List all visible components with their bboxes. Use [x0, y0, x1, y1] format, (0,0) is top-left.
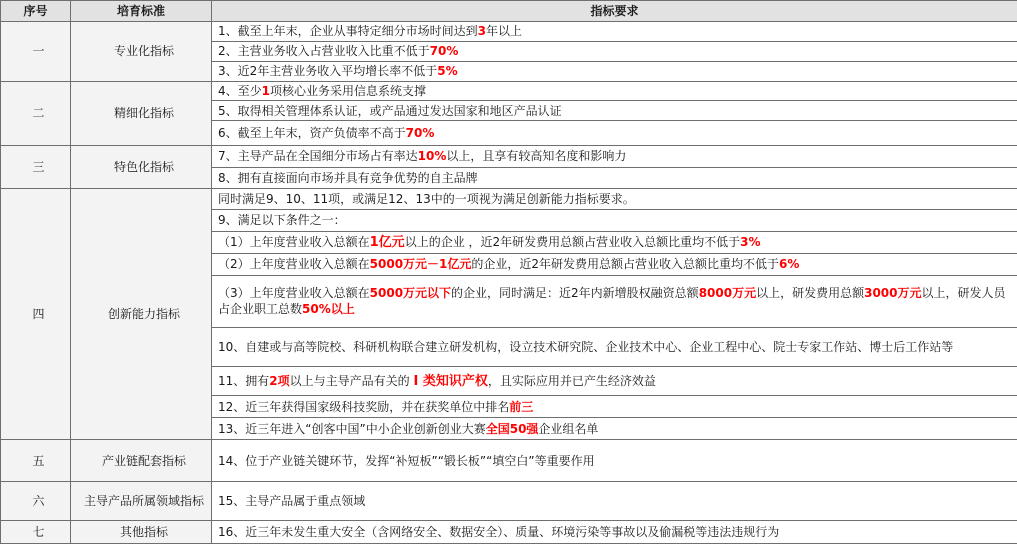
- row-category: 主导产品所属领域指标: [71, 482, 212, 521]
- requirement-text: 的企业，同时满足：近2年内新增股权融资总额: [451, 286, 699, 301]
- table-row: [1, 482, 1017, 521]
- requirement-text: 企业组名单: [538, 421, 599, 436]
- highlight-text: 5%: [437, 64, 458, 79]
- highlight-text: 50%以上: [302, 302, 355, 317]
- requirement-text: （1）上年度营业收入总额在: [218, 234, 370, 249]
- requirement-text: 14、位于产业链关键环节，发挥“补短板”“锻长板”“填空白”等重要作用: [218, 453, 595, 468]
- requirement-text: 10、自建或与高等院校、科研机构联合建立研发机构，设立技术研究院、企业技术中心、企业工程中心、院士专家工作站、博士后工作站等: [218, 339, 954, 354]
- requirement-text: 12、近三年获得国家级科技奖励，并在获奖单位中排名: [218, 399, 510, 414]
- table-row: [1, 188, 1017, 209]
- row-index: 四: [1, 188, 71, 440]
- highlight-text: 3: [477, 24, 486, 39]
- row-requirement: [212, 418, 1017, 440]
- requirement-text: 4、至少: [218, 84, 262, 98]
- highlight-text: 70%: [429, 44, 459, 59]
- row-requirement: [212, 22, 1017, 42]
- requirement-text: 16、近三年未发生重大安全（含网络安全、数据安全）、质量、环境污染等事故以及偷漏税等违法违规行为: [218, 524, 780, 539]
- row-requirement: [212, 61, 1017, 81]
- requirement-text: （3）上年度营业收入总额在: [218, 286, 370, 301]
- requirement-text: 7、主导产品在全国细分市场占有率达: [218, 149, 418, 164]
- highlight-text: 3%: [740, 234, 761, 249]
- requirement-text: （2）上年度营业收入总额在: [218, 257, 370, 272]
- requirement-text: 9、满足以下条件之一：: [218, 213, 346, 228]
- row-requirement: [212, 482, 1017, 521]
- row-requirement: [212, 188, 1017, 209]
- row-requirement: [212, 101, 1017, 121]
- row-index: 五: [1, 440, 71, 482]
- header-requirement: 指标要求: [212, 1, 1017, 22]
- row-requirement: [212, 275, 1017, 327]
- row-category: 精细化指标: [71, 81, 212, 145]
- requirement-text: 3、近2年主营业务收入平均增长率不低于: [218, 64, 438, 79]
- requirement-text: 以上，研发费用总额: [756, 286, 865, 301]
- requirement-text: 以上与主导产品有关的: [289, 373, 414, 388]
- table-body: [1, 22, 1017, 544]
- highlight-text: I 类知识产权: [413, 373, 488, 389]
- row-category: 特色化指标: [71, 145, 212, 188]
- table-row: [1, 22, 1017, 42]
- row-category: 专业化指标: [71, 22, 212, 82]
- requirement-text: 的企业，近2年研发费用总额占营业收入总额比重均不低于: [471, 257, 780, 272]
- requirement-text: ，且实际应用并已产生经济效益: [487, 373, 656, 388]
- requirement-text: 8、拥有直接面向市场并具有竞争优势的自主品牌: [218, 170, 478, 185]
- row-index: 六: [1, 482, 71, 521]
- header-index: 序号: [1, 1, 71, 22]
- highlight-text: 全国50强: [485, 421, 539, 436]
- requirement-text: 5、取得相关管理体系认证，或产品通过发达国家和地区产品认证: [218, 103, 562, 118]
- row-requirement: [212, 327, 1017, 367]
- row-requirement: [212, 231, 1017, 253]
- highlight-text: 前三: [509, 399, 534, 414]
- requirement-text: 年以上: [486, 24, 523, 39]
- row-requirement: [212, 520, 1017, 543]
- highlight-text: 1亿元: [369, 234, 405, 250]
- requirement-text: 以上，研发人员占企业职工总数: [218, 286, 1006, 317]
- row-category: 创新能力指标: [71, 188, 212, 440]
- requirement-text: 项核心业务采用信息系统支撑: [270, 84, 427, 98]
- row-requirement: [212, 395, 1017, 417]
- requirement-text: 11、拥有: [218, 373, 270, 388]
- table-row: [1, 440, 1017, 482]
- row-requirement: [212, 145, 1017, 167]
- requirement-text: 以上的企业 ，近2年研发费用总额占营业收入总额比重均不低于: [404, 234, 741, 249]
- highlight-text: 70%: [405, 125, 435, 140]
- row-requirement: [212, 209, 1017, 231]
- requirement-text: 同时满足9、10、11项，或满足12、13中的一项视为满足创新能力指标要求。: [218, 191, 635, 206]
- row-index: 七: [1, 520, 71, 543]
- row-category: 产业链配套指标: [71, 440, 212, 482]
- highlight-text: 5000万元－1亿元: [369, 257, 472, 272]
- row-requirement: [212, 167, 1017, 188]
- row-requirement: [212, 367, 1017, 396]
- requirement-text: 1、截至上年末，企业从事特定细分市场时间达到: [218, 24, 478, 39]
- row-index: 二: [1, 81, 71, 145]
- header-row: [1, 1, 1017, 22]
- table-row: [1, 520, 1017, 543]
- highlight-text: 5000万元以下: [369, 286, 452, 301]
- row-requirement: [212, 440, 1017, 482]
- requirement-text: 以上，且享有较高知名度和影响力: [446, 149, 627, 164]
- requirement-text: 15、主导产品属于重点领域: [218, 493, 366, 508]
- highlight-text: 10%: [417, 149, 447, 164]
- table-row: [1, 81, 1017, 101]
- highlight-text: 1: [261, 84, 270, 98]
- requirement-text: 2、主营业务收入占营业收入比重不低于: [218, 44, 430, 59]
- row-category: 其他指标: [71, 520, 212, 543]
- row-requirement: [212, 121, 1017, 145]
- row-requirement: [212, 81, 1017, 101]
- row-requirement: [212, 253, 1017, 275]
- row-index: 一: [1, 22, 71, 82]
- table-row: [1, 145, 1017, 167]
- header-category: 培育标准: [71, 1, 212, 22]
- highlight-text: 2项: [269, 373, 290, 388]
- row-requirement: [212, 41, 1017, 61]
- highlight-text: 3000万元: [864, 286, 922, 301]
- requirement-text: 13、近三年进入“创客中国”中小企业创新创业大赛: [218, 421, 486, 436]
- highlight-text: 6%: [779, 257, 800, 272]
- requirement-text: 6、截至上年末，资产负债率不高于: [218, 125, 406, 140]
- highlight-text: 8000万元: [698, 286, 757, 301]
- row-index: 三: [1, 145, 71, 188]
